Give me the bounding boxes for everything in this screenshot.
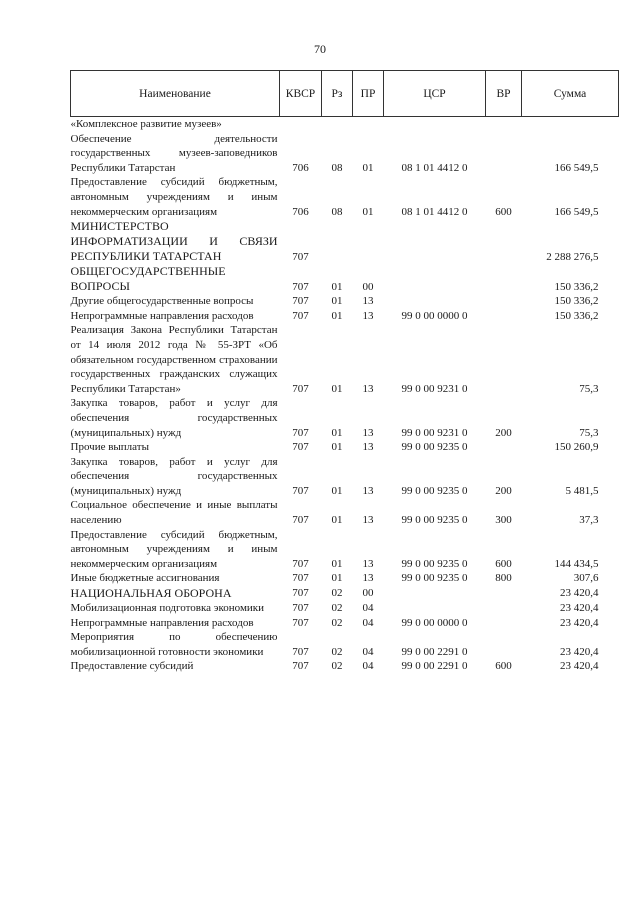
row-csr: 99 0 00 9235 0: [401, 441, 468, 454]
row-rz: [322, 117, 353, 132]
row-name: Другие общегосударственные вопросы: [70, 295, 254, 308]
row-csr: 99 0 00 0000 0: [401, 309, 468, 322]
row-rz: 01: [331, 295, 343, 308]
row-kvsr: 707: [292, 557, 309, 570]
table-row: [71, 659, 619, 674]
header-sum: Сумма: [522, 71, 619, 117]
row-name: Мероприятия по обеспечению мобилизационной готовности экономики: [70, 631, 278, 658]
table-row: [71, 264, 619, 294]
header-vr: ВР: [486, 71, 522, 117]
table-row: [71, 586, 619, 601]
header-name: Наименование: [71, 71, 280, 117]
row-csr: 99 0 00 9235 0: [401, 484, 468, 497]
row-vr: [486, 132, 522, 176]
row-vr: 600: [495, 205, 512, 218]
row-rz: 08: [331, 205, 343, 218]
row-pr: 13: [362, 426, 374, 439]
row-kvsr: 707: [292, 295, 309, 308]
row-vr: 300: [495, 514, 512, 527]
row-sum: 307,6: [573, 572, 599, 585]
row-csr: [384, 219, 486, 264]
row-rz: 01: [331, 557, 343, 570]
row-name: ОБЩЕГОСУДАРСТВЕННЫЕ ВОПРОСЫ: [70, 264, 226, 294]
row-rz: 01: [331, 280, 343, 293]
row-sum: 23 420,4: [560, 587, 599, 600]
table-row: [71, 571, 619, 586]
row-rz: 01: [331, 484, 343, 497]
row-csr: 99 0 00 9235 0: [401, 557, 468, 570]
row-csr: [384, 264, 486, 294]
table-row: [71, 132, 619, 176]
row-kvsr: 707: [292, 382, 309, 395]
row-vr: 200: [495, 426, 512, 439]
row-pr: 04: [362, 645, 374, 658]
row-vr: 800: [495, 572, 512, 585]
row-pr: 13: [362, 557, 374, 570]
row-vr: [486, 294, 522, 309]
row-vr: [486, 219, 522, 264]
row-csr: 99 0 00 2291 0: [401, 660, 468, 673]
table-row: [71, 455, 619, 499]
row-kvsr: [280, 117, 322, 132]
row-rz: 01: [331, 514, 343, 527]
row-name: Закупка товаров, работ и услуг для обеспечения государственных (муниципальных) нужд: [70, 397, 278, 439]
row-rz: 01: [331, 426, 343, 439]
table-row: [71, 219, 619, 264]
row-pr: 13: [362, 441, 374, 454]
table-row: [71, 616, 619, 631]
row-vr: [486, 323, 522, 396]
row-vr: [486, 586, 522, 601]
row-kvsr: 706: [292, 161, 309, 174]
row-sum: 150 336,2: [554, 309, 599, 322]
row-kvsr: 707: [292, 484, 309, 497]
row-sum: 2 288 276,5: [546, 250, 599, 263]
row-pr: 04: [362, 616, 374, 629]
row-csr: 99 0 00 9235 0: [401, 572, 468, 585]
row-name: «Комплексное развитие музеев»: [70, 118, 222, 130]
row-pr: 13: [362, 572, 374, 585]
row-pr: 01: [362, 205, 374, 218]
row-pr: 13: [362, 514, 374, 527]
row-pr: 00: [362, 587, 374, 600]
row-name: Социальное обеспечение и иные выплаты населению: [70, 499, 278, 527]
table-row: [71, 309, 619, 324]
row-pr: 01: [362, 161, 374, 174]
row-kvsr: 706: [292, 205, 309, 218]
row-name: Реализация Закона Республики Татарстан от 14 июля 2012 года № 55-ЗРТ «Об обязательном государственном страховании государственных гражданских служащих Республики Татарстан»: [70, 324, 278, 395]
row-csr: [384, 117, 486, 132]
row-kvsr: 707: [292, 514, 309, 527]
row-rz: 01: [331, 441, 343, 454]
row-name: НАЦИОНАЛЬНАЯ ОБОРОНА: [70, 586, 232, 601]
row-name: Непрограммные направления расходов: [70, 616, 254, 629]
row-name: Предоставление субсидий бюджетным, автономным учреждениям и иным некоммерческим организациям: [70, 176, 278, 218]
row-csr: [384, 294, 486, 309]
row-rz: 02: [331, 645, 343, 658]
header-rz: Рз: [322, 71, 353, 117]
row-csr: 99 0 00 9231 0: [401, 382, 468, 395]
table-header: [71, 71, 619, 117]
row-kvsr: 707: [292, 309, 309, 322]
table-row: [71, 396, 619, 440]
row-kvsr: 707: [292, 250, 309, 263]
row-sum: 75,3: [579, 382, 599, 395]
row-pr: 00: [362, 280, 374, 293]
header-row: [71, 71, 619, 117]
table-row: [71, 630, 619, 659]
row-csr: 99 0 00 9231 0: [401, 426, 468, 439]
row-vr: [486, 630, 522, 659]
row-kvsr: 707: [292, 602, 309, 615]
row-name: Непрограммные направления расходов: [70, 309, 254, 322]
row-sum: 150 336,2: [554, 295, 599, 308]
table-row: [71, 175, 619, 219]
row-name: Предоставление субсидий: [70, 660, 194, 673]
row-sum: 5 481,5: [565, 484, 599, 497]
row-vr: [486, 440, 522, 455]
row-sum: 150 336,2: [554, 280, 599, 293]
table-row: [71, 294, 619, 309]
row-pr: 13: [362, 382, 374, 395]
row-csr: 08 1 01 4412 0: [401, 205, 468, 218]
row-sum: 75,3: [579, 426, 599, 439]
row-kvsr: 707: [292, 280, 309, 293]
row-pr: 04: [362, 660, 374, 673]
row-csr: 99 0 00 0000 0: [401, 616, 468, 629]
row-vr: [486, 601, 522, 616]
table-row: [71, 528, 619, 572]
table-body: [71, 117, 619, 675]
header-pr: ПР: [353, 71, 384, 117]
budget-table: [70, 70, 619, 674]
row-csr: 99 0 00 9235 0: [401, 514, 468, 527]
row-sum: 150 260,9: [554, 441, 599, 454]
row-vr: 600: [495, 557, 512, 570]
table-row: [71, 117, 619, 132]
row-sum: 37,3: [579, 514, 599, 527]
row-pr: [353, 117, 384, 132]
row-sum: [522, 117, 619, 132]
row-pr: 04: [362, 602, 374, 615]
row-sum: 166 549,5: [554, 205, 599, 218]
row-name: Закупка товаров, работ и услуг для обеспечения государственных (муниципальных) нужд: [70, 455, 278, 497]
row-sum: 23 420,4: [560, 660, 599, 673]
row-rz: 08: [331, 161, 343, 174]
table-row: [71, 601, 619, 616]
row-rz: 01: [331, 382, 343, 395]
row-name: Прочие выплаты: [70, 441, 149, 454]
row-sum: 23 420,4: [560, 602, 599, 615]
table-row: [71, 323, 619, 396]
row-kvsr: 707: [292, 572, 309, 585]
row-kvsr: 707: [292, 645, 309, 658]
row-name: Иные бюджетные ассигнования: [70, 572, 220, 585]
row-sum: 23 420,4: [560, 645, 599, 658]
row-csr: 08 1 01 4412 0: [401, 161, 468, 174]
row-name: Мобилизационная подготовка экономики: [70, 602, 265, 615]
row-kvsr: 707: [292, 441, 309, 454]
row-vr: [486, 616, 522, 631]
page-number: 70: [314, 42, 326, 56]
row-pr: 13: [362, 484, 374, 497]
row-sum: 23 420,4: [560, 616, 599, 629]
header-kvsr: КВСР: [280, 71, 322, 117]
row-rz: [322, 219, 353, 264]
row-kvsr: 707: [292, 616, 309, 629]
row-pr: 13: [362, 295, 374, 308]
row-name: Предоставление субсидий бюджетным, автономным учреждениям и иным некоммерческим организациям: [70, 528, 278, 570]
row-vr: [486, 264, 522, 294]
budget-table-container: [70, 70, 618, 674]
row-rz: 02: [331, 660, 343, 673]
header-csr: ЦСР: [384, 71, 486, 117]
row-csr: [384, 601, 486, 616]
row-name: МИНИСТЕРСТВО ИНФОРМАТИЗАЦИИ И СВЯЗИ РЕСПУБЛИКИ ТАТАРСТАН: [70, 219, 278, 264]
row-pr: [353, 219, 384, 264]
row-rz: 01: [331, 309, 343, 322]
row-csr: 99 0 00 2291 0: [401, 645, 468, 658]
row-vr: 200: [495, 484, 512, 497]
row-rz: 02: [331, 616, 343, 629]
row-kvsr: 707: [292, 660, 309, 673]
row-vr: [486, 309, 522, 324]
row-kvsr: 707: [292, 426, 309, 439]
row-pr: 13: [362, 309, 374, 322]
row-kvsr: 707: [292, 587, 309, 600]
row-sum: 166 549,5: [554, 161, 599, 174]
row-vr: 600: [495, 660, 512, 673]
row-name: Обеспечение деятельности государственных музеев-заповедников Республики Татарстан: [70, 132, 278, 174]
row-rz: 01: [331, 572, 343, 585]
row-vr: [486, 117, 522, 132]
table-row: [71, 498, 619, 527]
row-rz: 02: [331, 602, 343, 615]
row-sum: 144 434,5: [554, 557, 599, 570]
row-rz: 02: [331, 587, 343, 600]
row-csr: [384, 586, 486, 601]
table-row: [71, 440, 619, 455]
